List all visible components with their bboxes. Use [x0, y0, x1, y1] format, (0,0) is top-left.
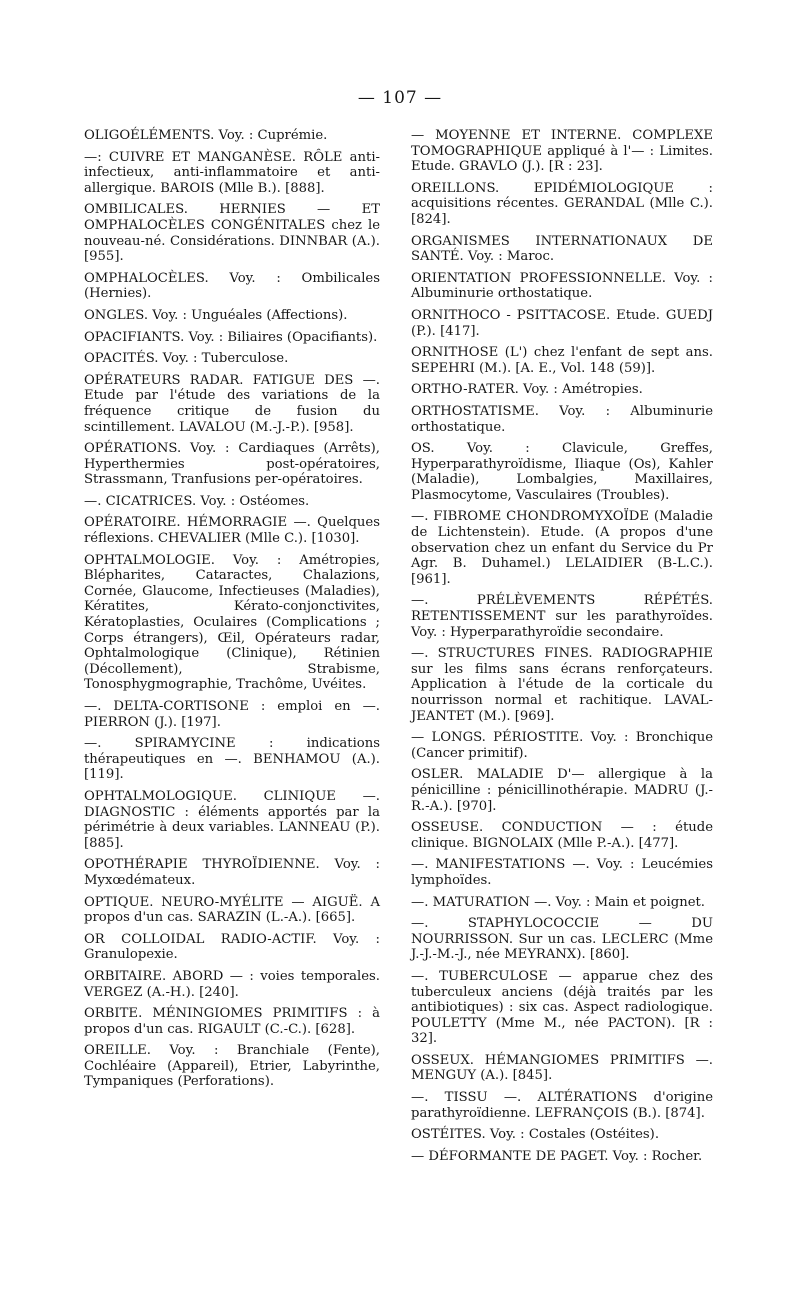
index-entry: OREILLONS. EPIDÉMIOLOGIQUE : acquisitions récentes. GERANDAL (Mlle C.). [824].	[411, 180, 713, 227]
index-entry: ORTHO-RATER. Voy. : Amétropies.	[411, 382, 643, 398]
index-entry: ORNITHOCO - PSITTACOSE. Etude. GUEDJ (P.). [417].	[411, 307, 713, 339]
index-entry: OPTIQUE. NEURO-MYÉLITE — AIGUË. A propos d'un cas. SARAZIN (L.-A.). [665].	[84, 894, 380, 926]
index-entry: OPÉRATIONS. Voy. : Cardiaques (Arrêts), Hyperthermies post-opératoires, Strassmann, Tranfusions per-opératoires.	[84, 441, 380, 488]
index-entry: OMBILICALES. HERNIES — ET OMPHALOCÈLES CONGÉNITALES chez le nouveau-né. Considérations. DINNBAR (A.). [955].	[84, 202, 380, 265]
index-column-left	[84, 128, 380, 1090]
index-entry: —. TUBERCULOSE — apparue chez des tuberculeux anciens (déjà traités par les antibiotiques) : six cas. Aspect radiologique. POULETTY (Mme M., née PACTON). [R : 32].	[411, 968, 713, 1047]
index-entry: OSSEUX. HÉMANGIOMES PRIMITIFS —. MENGUY (A.). [845].	[411, 1052, 713, 1084]
index-entry: OPÉRATEURS RADAR. FATIGUE DES —. Etude par l'étude des variations de la fréquence critique de fusion du scintillement. LAVALOU (M.-J.-P.). [958].	[84, 372, 380, 435]
index-entry: —: CUIVRE ET MANGANÈSE. RÔLE anti-infectieux, anti-inflammatoire et anti-allergique. BAROIS (Mlle B.). [888].	[84, 149, 380, 196]
index-entry: OPACITÉS. Voy. : Tuberculose.	[84, 351, 289, 367]
index-entry: OPÉRATOIRE. HÉMORRAGIE —. Quelques réflexions. CHEVALIER (Mlle C.). [1030].	[84, 515, 380, 547]
index-entry: —. SPIRAMYCINE : indications thérapeutiques en —. BENHAMOU (A.). [119].	[84, 736, 380, 783]
index-entry: —. STAPHYLOCOCCIE — DU NOURRISSON. Sur un cas. LECLERC (Mme J.-J.-M.-J., née MEYRANX). [860].	[411, 916, 713, 963]
index-entry: —. FIBROME CHONDROMYXOÏDE (Maladie de Lichtenstein). Etude. (A propos d'une observation chez un enfant du Service du Pr Agr. B. Duhamel.) LELAIDIER (B-L.C.). [961].	[411, 509, 713, 587]
index-entry: — LONGS. PÉRIOSTITE. Voy. : Bronchique (Cancer primitif).	[411, 730, 713, 761]
index-entry: — DÉFORMANTE DE PAGET. Voy. : Rocher.	[411, 1148, 703, 1164]
index-entry: OPHTALMOLOGIE. Voy. : Amétropies, Blépharites, Cataractes, Chalazions, Cornée, Glaucome, Infectieuses (Maladies), Kératites, Kérato-conjonctivites, Kératoplasties, Oculaires (Complications ; Corps étrangers), Œil, Opérateurs radar, Ophtalmologique (Clinique), Rétinien (Décollement), Strabisme, Tonosphygmographie, Trachôme, Uvéites.	[84, 552, 380, 693]
index-entry: ORGANISMES INTERNATIONAUX DE SANTÉ. Voy. : Maroc.	[411, 233, 713, 265]
index-entry: ORTHOSTATISME. Voy. : Albuminurie orthostatique.	[411, 403, 713, 435]
index-entry: OSTÉITES. Voy. : Costales (Ostéites).	[411, 1127, 660, 1143]
index-entry: —. MATURATION —. Voy. : Main et poignet.	[411, 894, 705, 910]
index-entry: ORIENTATION PROFESSIONNELLE. Voy. : Albuminurie orthostatique.	[411, 270, 713, 302]
index-entry: ONGLES. Voy. : Unguéales (Affections).	[84, 307, 348, 323]
index-entry: OSLER. MALADIE D'— allergique à la pénicilline : pénicillinothérapie. MADRU (J.-R.-A.). [970].	[411, 767, 713, 814]
index-entry: —. MANIFESTATIONS —. Voy. : Leucémies lymphoïdes.	[411, 857, 713, 888]
index-entry: OMPHALOCÈLES. Voy. : Ombilicales (Hernies).	[84, 270, 380, 302]
index-entry: OPACIFIANTS. Voy. : Biliaires (Opacifiants).	[84, 329, 378, 345]
index-entry: ORNITHOSE (L') chez l'enfant de sept ans. SEPEHRI (M.). [A. E., Vol. 148 (59)].	[411, 345, 713, 376]
index-entry: — MOYENNE ET INTERNE. COMPLEXE TOMOGRAPHIQUE appliqué à l'— : Limites. Etude. GRAVLO (J.). [R : 23].	[411, 128, 713, 175]
index-entry: OS. Voy. : Clavicule, Greffes, Hyperparathyroïdisme, Iliaque (Os), Kahler (Maladie), Lombalgies, Maxillaires, Plasmocytome, Vasculaires (Troubles).	[411, 441, 713, 503]
page-number: — 107 —	[357, 88, 443, 108]
index-entry: —. TISSU —. ALTÉRATIONS d'origine parathyroïdienne. LEFRANÇOIS (B.). [874].	[411, 1090, 713, 1121]
index-entry: OR COLLOIDAL RADIO-ACTIF. Voy. : Granulopexie.	[84, 931, 380, 963]
index-entry: OREILLE. Voy. : Branchiale (Fente), Cochléaire (Appareil), Etrier, Labyrinthe, Tympaniques (Perforations).	[84, 1043, 380, 1090]
index-entry: —. STRUCTURES FINES. RADIOGRAPHIE sur les films sans écrans renforçateurs. Application à l'étude de la corticale du nourrisson normal et rachitique. LAVAL-JEANTET (M.). [969].	[411, 646, 713, 724]
index-entry: OSSEUSE. CONDUCTION — : étude clinique. BIGNOLAIX (Mlle P.-A.). [477].	[411, 820, 713, 851]
index-entry: —. PRÉLÈVEMENTS RÉPÉTÉS. RETENTISSEMENT sur les parathyroïdes. Voy. : Hyperparathyroïdie secondaire.	[411, 593, 713, 640]
index-entry: —. CICATRICES. Voy. : Ostéomes.	[84, 493, 310, 509]
index-entry: OPOTHÉRAPIE THYROÏDIENNE. Voy. : Myxœdémateux.	[84, 857, 380, 888]
index-column-right	[411, 128, 713, 1164]
index-entry: —. DELTA-CORTISONE : emploi en —. PIERRON (J.). [197].	[84, 699, 380, 730]
index-entry: ORBITAIRE. ABORD — : voies temporales. VERGEZ (A.-H.). [240].	[84, 968, 380, 1000]
index-entry: ORBITE. MÉNINGIOMES PRIMITIFS : à propos d'un cas. RIGAULT (C.-C.). [628].	[84, 1006, 380, 1037]
index-entry: OPHTALMOLOGIQUE. CLINIQUE —. DIAGNOSTIC : éléments apportés par la périmétrie à deux variables. LANNEAU (P.). [885].	[84, 788, 380, 851]
index-entry: OLIGOÉLÉMENTS. Voy. : Cuprémie.	[84, 128, 328, 143]
